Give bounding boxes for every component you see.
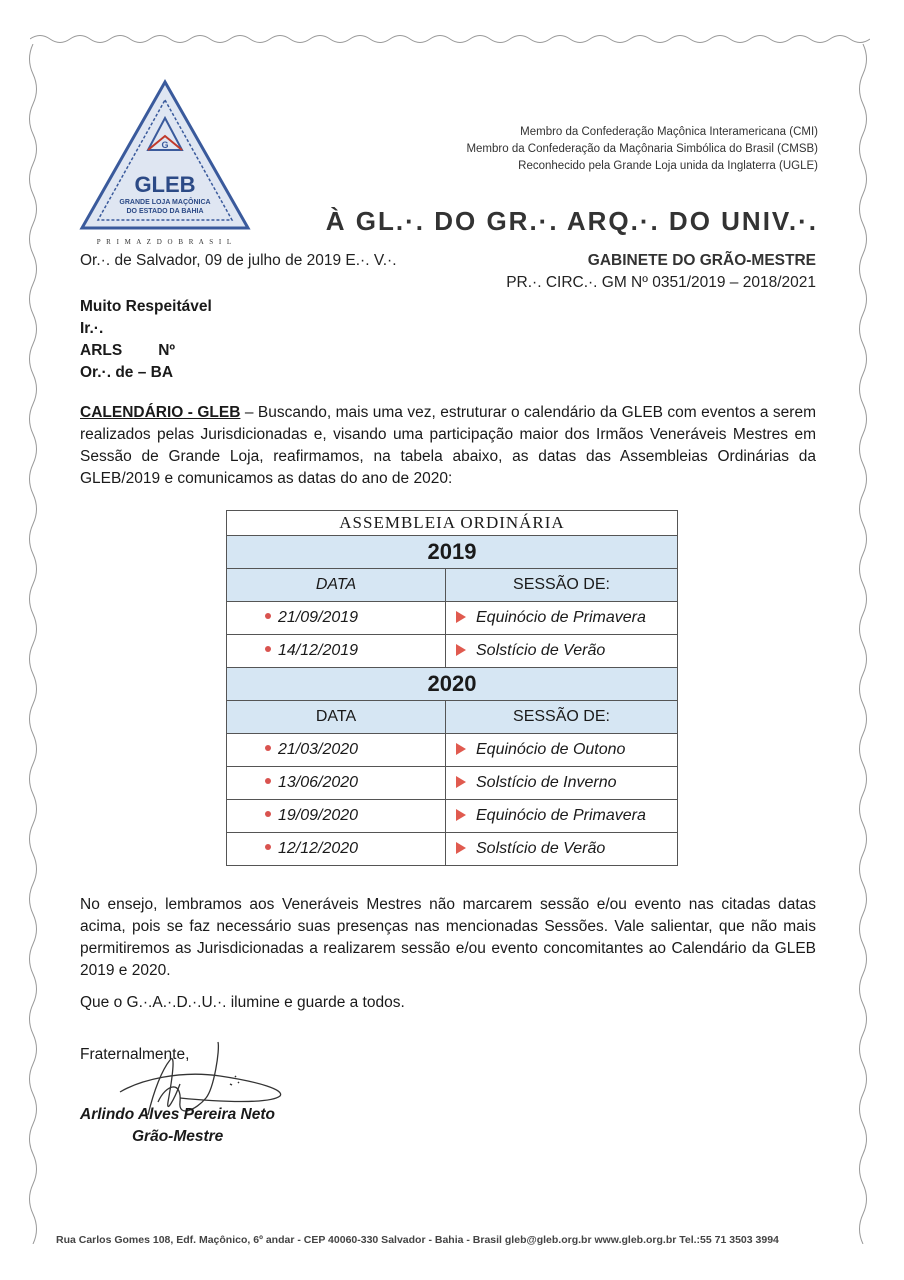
row-session: Equinócio de Primavera	[476, 807, 646, 824]
addressee-number: Nº	[158, 342, 176, 359]
rope-border-left	[26, 44, 40, 1244]
year-2020: 2020	[227, 668, 678, 701]
arrow-right-icon	[456, 743, 466, 755]
addressee-block	[80, 296, 212, 384]
bullet-icon	[265, 811, 271, 817]
row-date: 12/12/2020	[278, 840, 359, 857]
cabinet-title: GABINETE DO GRÃO-MESTRE	[587, 252, 816, 269]
table-row	[227, 833, 678, 866]
row-date: 19/09/2020	[278, 807, 359, 824]
affiliations	[466, 124, 818, 175]
table-title: ASSEMBLEIA ORDINÁRIA	[227, 511, 678, 536]
gleb-logo	[78, 78, 252, 248]
addressee-line4: Or.·. de – BA	[80, 364, 174, 381]
bullet-icon	[265, 646, 271, 652]
table-row	[227, 734, 678, 767]
svg-text:G: G	[161, 140, 169, 150]
col-session-2020: SESSÃO DE:	[446, 701, 678, 734]
row-session: Equinócio de Outono	[476, 741, 626, 758]
signer-block	[80, 1104, 275, 1148]
circular-number: PR.·. CIRC.·. GM Nº 0351/2019 – 2018/2021	[506, 274, 816, 291]
logo-line1: GRANDE LOJA MAÇÔNICA	[119, 199, 211, 206]
row-session: Solstício de Verão	[476, 840, 606, 857]
addressee-arls: ARLS	[80, 342, 123, 359]
addressee-line1: Muito Respeitável	[80, 298, 212, 315]
addressee-line2: Ir.·.	[80, 320, 104, 337]
paragraph-blessing: Que o G.·.A.·.D.·.U.·. ilumine e guarde a todos.	[80, 994, 405, 1011]
signer-title: Grão-Mestre	[132, 1128, 224, 1145]
paragraph-reminder: No ensejo, lembramos aos Veneráveis Mestres não marcarem sessão e/ou evento nas citadas datas acima, pois se faz necessário suas presenças nas mencionadas Sessões. Vale salientar, que não mais permitiremos as Jurisdicionadas a realizarem sessão e/ou evento concomitantes ao Calendário da GLEB 2019 e 2020.	[80, 896, 816, 979]
affiliation-ugle: Reconhecido pela Grande Loja unida da Inglaterra (UGLE)	[518, 160, 818, 172]
col-session-2019: SESSÃO DE:	[446, 569, 678, 602]
closing-line: Fraternalmente,	[80, 1046, 190, 1063]
row-session: Equinócio de Primavera	[476, 609, 646, 626]
logo-name: GLEB	[134, 172, 196, 197]
arrow-right-icon	[456, 644, 466, 656]
addressee-line3	[80, 340, 212, 362]
bullet-icon	[265, 613, 271, 619]
motto-heading: À GL.·. DO GR.·. ARQ.·. DO UNIV.·.	[325, 206, 818, 236]
logo-tagline: P R I M A Z D O B R A S I L	[96, 238, 234, 246]
row-session: Solstício de Inverno	[476, 774, 617, 791]
rope-border-top	[30, 32, 870, 46]
row-date: 21/03/2020	[278, 741, 359, 758]
arrow-right-icon	[456, 809, 466, 821]
arrow-right-icon	[456, 776, 466, 788]
table-row	[227, 767, 678, 800]
intro-text: – Buscando, mais uma vez, estruturar o calendário da GLEB com eventos a serem realizados pelas Jurisdicionadas e, visando uma participação maior dos Irmãos Veneráveis Mestres em Sessão de Grande Loja, reafirmamos, na tabela abaixo, as datas das Assembleias Ordinárias da GLEB/2019 e comunicamos as datas do ano de 2020:	[80, 404, 816, 487]
signer-name: Arlindo Alves Pereira Neto	[80, 1106, 275, 1123]
row-session: Solstício de Verão	[476, 642, 606, 659]
logo-line2: DO ESTADO DA BAHIA	[126, 208, 204, 215]
footer-address: Rua Carlos Gomes 108, Edf. Maçônico, 6º andar - CEP 40060-330 Salvador - Bahia - Brasil gleb@gleb.org.br www.gleb.org.br Tel.:55 71 3503 3994	[56, 1234, 779, 1246]
calendar-table	[226, 510, 678, 866]
row-date: 21/09/2019	[278, 609, 359, 626]
date-line: Or.·. de Salvador, 09 de julho de 2019 E.·. V.·.	[80, 252, 397, 269]
arrow-right-icon	[456, 842, 466, 854]
bullet-icon	[265, 844, 271, 850]
table-row	[227, 800, 678, 833]
affiliation-cmi: Membro da Confederação Maçônica Interamericana (CMI)	[520, 126, 818, 138]
row-date: 14/12/2019	[278, 642, 359, 659]
affiliation-cmsb: Membro da Confederação da Maçônaria Simbólica do Brasil (CMSB)	[466, 143, 818, 155]
col-date-2019: DATA	[227, 569, 446, 602]
table-row	[227, 635, 678, 668]
bullet-icon	[265, 745, 271, 751]
row-date: 13/06/2020	[278, 774, 359, 791]
year-2019: 2019	[227, 536, 678, 569]
arrow-right-icon	[456, 611, 466, 623]
col-date-2020: DATA	[227, 701, 446, 734]
paragraph-intro	[80, 402, 816, 490]
intro-lead: CALENDÁRIO - GLEB	[80, 404, 241, 421]
table-row	[227, 602, 678, 635]
bullet-icon	[265, 778, 271, 784]
rope-border-right	[856, 44, 870, 1244]
